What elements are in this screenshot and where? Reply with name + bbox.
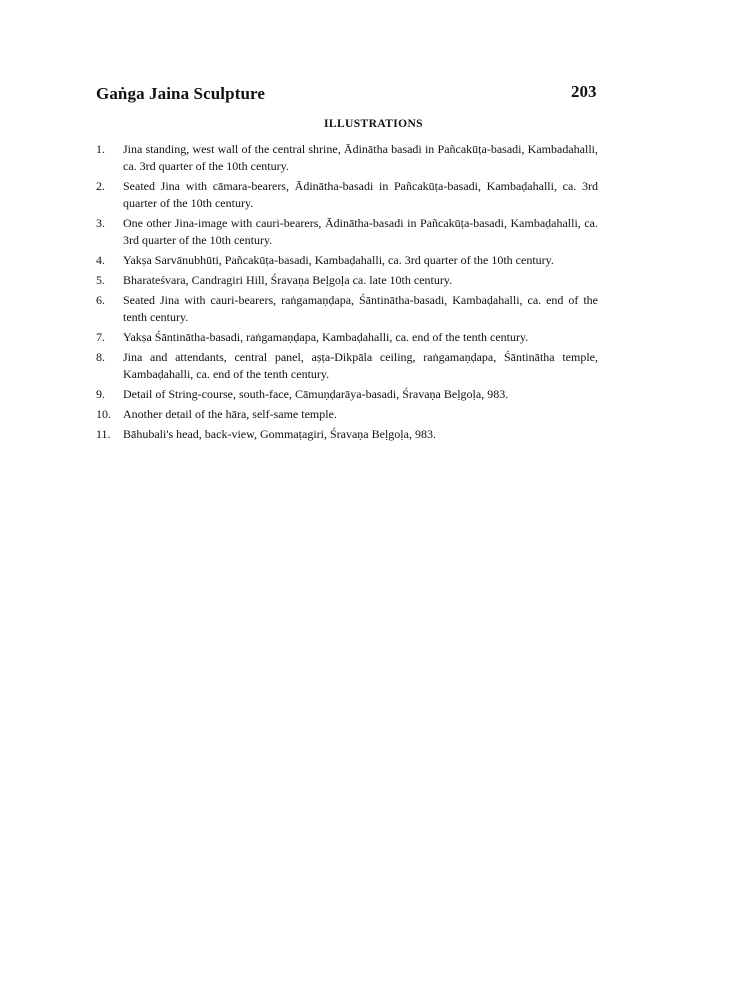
- item-number: 2.: [96, 179, 105, 193]
- list-item: [96, 178, 598, 212]
- item-number: 8.: [96, 350, 105, 364]
- item-number: 3.: [96, 216, 105, 230]
- item-number: 4.: [96, 253, 105, 267]
- list-item: [96, 386, 598, 403]
- item-number: 9.: [96, 387, 105, 401]
- list-item: [96, 406, 598, 423]
- list-item: [96, 252, 598, 269]
- item-caption: Another detail of the hāra, self-same temple.: [123, 407, 337, 421]
- item-caption: One other Jina-image with cauri-bearers, Ādinātha-basadi in Pañcakūṭa-basadi, Kambaḍahalli, ca. 3rd quarter of the 10th century.: [123, 216, 598, 247]
- item-caption: Bharateśvara, Candragiri Hill, Śravaṇa Beḷgoḷa ca. late 10th century.: [123, 273, 453, 287]
- item-number: 7.: [96, 330, 105, 344]
- item-caption: Jina standing, west wall of the central shrine, Ādinātha basadi in Pañcakūṭa-basadi, Kambadahalli, ca. 3rd quarter of the 10th century.: [123, 142, 598, 173]
- list-item: [96, 141, 598, 175]
- item-caption: Detail of String-course, south-face, Cāmuṇḍarāya-basadi, Śravaṇa Beḷgoḷa, 983.: [123, 387, 509, 401]
- item-caption: Bāhubali's head, back-view, Gommaṭagiri, Śravaṇa Beḷgoḷa, 983.: [123, 427, 436, 441]
- list-item: [96, 215, 598, 249]
- item-caption: Jina and attendants, central panel, aṣṭa-Dikpāla ceiling, raṅgamaṇḍapa, Śāntinātha temple, Kambaḍahalli, ca. end of the tenth century.: [123, 350, 598, 381]
- item-number: 1.: [96, 142, 105, 156]
- section-heading: ILLUSTRATIONS: [324, 118, 423, 130]
- list-item: [96, 349, 598, 383]
- running-title: Gaṅga Jaina Sculpture: [96, 84, 265, 103]
- item-caption: Yakṣa Śāntinātha-basadi, raṅgamaṇḍapa, Kambaḍahalli, ca. end of the tenth century.: [123, 330, 529, 344]
- item-number: 6.: [96, 293, 105, 307]
- item-caption: Seated Jina with cāmara-bearers, Ādinātha-basadi in Pañcakūṭa-basadi, Kambaḍahalli, ca. 3rd quarter of the 10th century.: [123, 179, 598, 210]
- item-number: 11.: [96, 427, 111, 441]
- item-number: 5.: [96, 273, 105, 287]
- list-item: [96, 329, 598, 346]
- list-item: [96, 426, 598, 443]
- illustration-list: [96, 141, 598, 446]
- page-number: 203: [571, 82, 597, 101]
- item-caption: Seated Jina with cauri-bearers, raṅgamaṇḍapa, Śāntinātha-basadi, Kambaḍahalli, ca. end of the tenth century.: [123, 293, 598, 324]
- list-item: [96, 292, 598, 326]
- item-number: 10.: [96, 407, 111, 421]
- list-item: [96, 272, 598, 289]
- item-caption: Yakṣa Sarvānubhūti, Pañcakūṭa-basadi, Kambaḍahalli, ca. 3rd quarter of the 10th century.: [123, 253, 554, 267]
